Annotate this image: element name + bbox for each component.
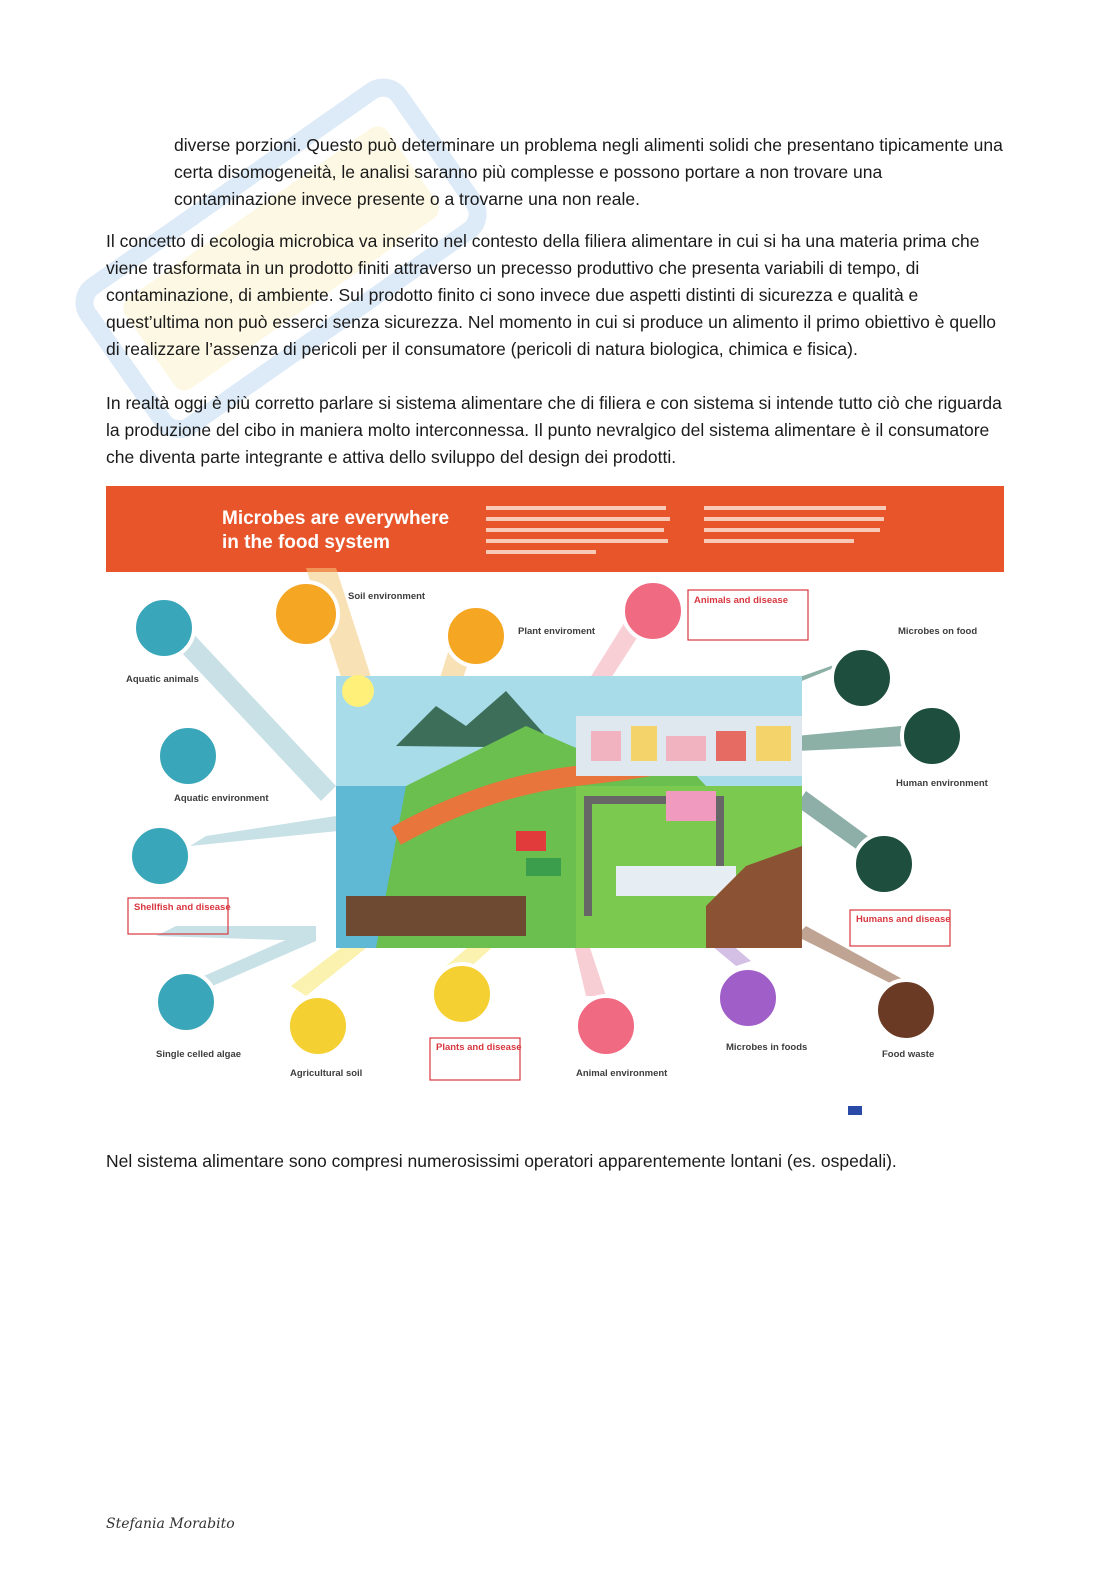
label-microbes-food: Microbes on food — [898, 626, 978, 637]
label-animal-env: Animal environment — [576, 1068, 668, 1079]
circle-agri-soil — [288, 996, 348, 1056]
label-agri-soil: Agricultural soil — [290, 1068, 363, 1079]
circle-soil — [274, 582, 338, 646]
circle-food-waste — [876, 980, 936, 1040]
label-soil: Soil environment — [348, 591, 426, 602]
paragraph-sistema: In realtà oggi è più corretto parlare si sistema alimentare che di filiera e con sistema si intende tutto ciò che riguarda la produzione del cibo in maniera molto interconnessa. Il punto nevralgico del sistema alimentare è il consumatore che diventa parte integrante e attiva dello sviluppo del design dei prodotti. — [106, 393, 1002, 467]
food-system-infographic — [106, 486, 1004, 1118]
landscape-scene — [336, 675, 802, 948]
eu-flag — [848, 1106, 862, 1115]
circle-plants-disease — [432, 964, 492, 1024]
label-microbes-in-foods: Microbes in foods — [726, 1042, 808, 1053]
circle-animal-env — [576, 996, 636, 1056]
circle-plant — [446, 606, 506, 666]
circle-microbes-in-foods — [718, 968, 778, 1028]
label-shellfish: Shellfish and disease — [134, 902, 231, 913]
infographic-title-2: in the food system — [222, 532, 390, 553]
label-algae: Single celled algae — [156, 1049, 242, 1060]
circle-aquatic-env — [158, 726, 218, 786]
label-animals-disease: Animals and disease — [694, 595, 788, 606]
paragraph-continuation: diverse porzioni. Questo può determinare un problema negli alimenti solidi che presentano tipicamente una certa disomogeneità, le analisi saranno più complesse e possono portare a non trovare una contaminazione invece presente o a trovarne una non reale. — [174, 135, 1003, 209]
circle-microbes-food — [832, 648, 892, 708]
label-aquatic-env: Aquatic environment — [174, 793, 269, 804]
infographic-title-1: Microbes are everywhere — [222, 508, 450, 529]
label-humans-disease: Humans and disease — [856, 914, 951, 925]
label-food-waste: Food waste — [882, 1049, 935, 1060]
label-plant: Plant enviroment — [518, 626, 596, 637]
circle-animals-disease — [623, 581, 683, 641]
circle-algae — [156, 972, 216, 1032]
label-plants-disease: Plants and disease — [436, 1042, 522, 1053]
paragraph-operatori: Nel sistema alimentare sono compresi numerosissimi operatori apparentemente lontani (es. ospedali). — [106, 1151, 897, 1171]
circle-shellfish — [130, 826, 190, 886]
circle-humans-disease — [854, 834, 914, 894]
footer-author: Stefania Morabito — [106, 1516, 235, 1532]
circle-human-env — [902, 706, 962, 766]
circle-aquatic-animals — [134, 598, 194, 658]
paragraph-ecologia: Il concetto di ecologia microbica va inserito nel contesto della filiera alimentare in cui si ha una materia prima che viene trasformata in un prodotto finiti attraverso un precesso produttivo che presenta variabili di tempo, di contaminazione, di ambiente. Sul prodotto finito ci sono invece due aspetti distinti di sicurezza e qualità e quest’ultima non può esserci senza sicurezza. Nel momento in cui si produce un alimento il primo obiettivo è quello di realizzare l’assenza di pericoli per il consumatore (pericoli di natura biologica, chimica e fisica). — [106, 231, 997, 359]
label-human-env: Human environment — [896, 778, 988, 789]
label-aquatic-animals: Aquatic animals — [126, 674, 199, 685]
